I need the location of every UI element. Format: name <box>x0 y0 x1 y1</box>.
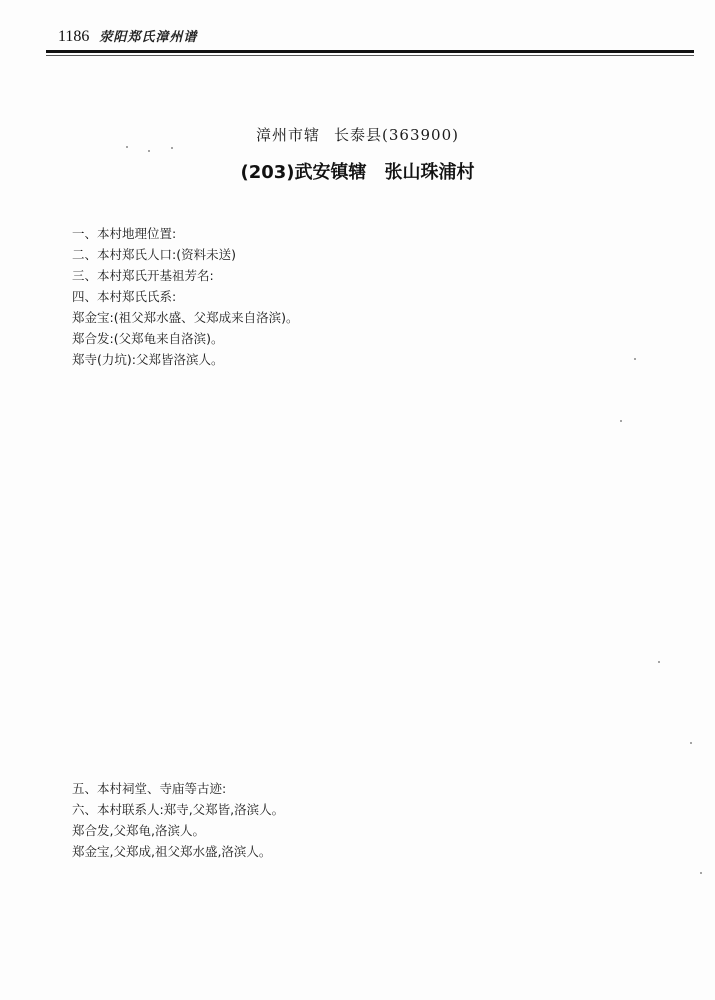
scan-speck <box>634 358 636 360</box>
scan-speck <box>126 146 128 148</box>
header-rule-thick <box>46 50 694 53</box>
info-line: 郑寺(力坑):父郑皆洛滨人。 <box>72 352 224 367</box>
scan-speck <box>171 147 173 149</box>
page-number: 1186 <box>58 28 90 45</box>
info-line: 郑合发:(父郑龟来自洛滨)。 <box>72 331 224 346</box>
scan-speck <box>700 872 702 874</box>
title-village: 张山珠浦村 <box>384 162 475 183</box>
page-header <box>58 26 197 46</box>
village-title <box>0 158 715 184</box>
info-line: 郑金宝,父郑成,祖父郑水盛,洛滨人。 <box>72 844 272 859</box>
subtitle-city: 漳州市辖 <box>256 126 321 144</box>
header-rule-thin <box>46 55 694 56</box>
info-line: 郑合发,父郑龟,洛滨人。 <box>72 823 205 838</box>
location-subtitle <box>0 124 715 145</box>
subtitle-county: 长泰县(363900) <box>334 126 459 144</box>
scan-speck <box>690 742 692 744</box>
village-info-section <box>72 223 632 370</box>
info-line: 二、本村郑氏人口:(资料未送) <box>72 247 236 262</box>
scan-speck <box>658 661 660 663</box>
info-line: 郑金宝:(祖父郑水盛、父郑成来自洛滨)。 <box>72 310 299 325</box>
info-line: 一、本村地理位置: <box>72 226 177 241</box>
running-title: 荥阳郑氏漳州谱 <box>99 30 198 45</box>
title-town: (203)武安镇辖 <box>240 162 367 183</box>
info-line: 四、本村郑氏氏系: <box>72 289 177 304</box>
village-contacts-section <box>72 778 632 862</box>
info-line: 六、本村联系人:郑寺,父郑皆,洛滨人。 <box>72 802 285 817</box>
info-line: 三、本村郑氏开基祖芳名: <box>72 268 214 283</box>
scan-speck <box>148 150 150 152</box>
scan-speck <box>620 420 622 422</box>
info-line: 五、本村祠堂、寺庙等古迹: <box>72 781 227 796</box>
